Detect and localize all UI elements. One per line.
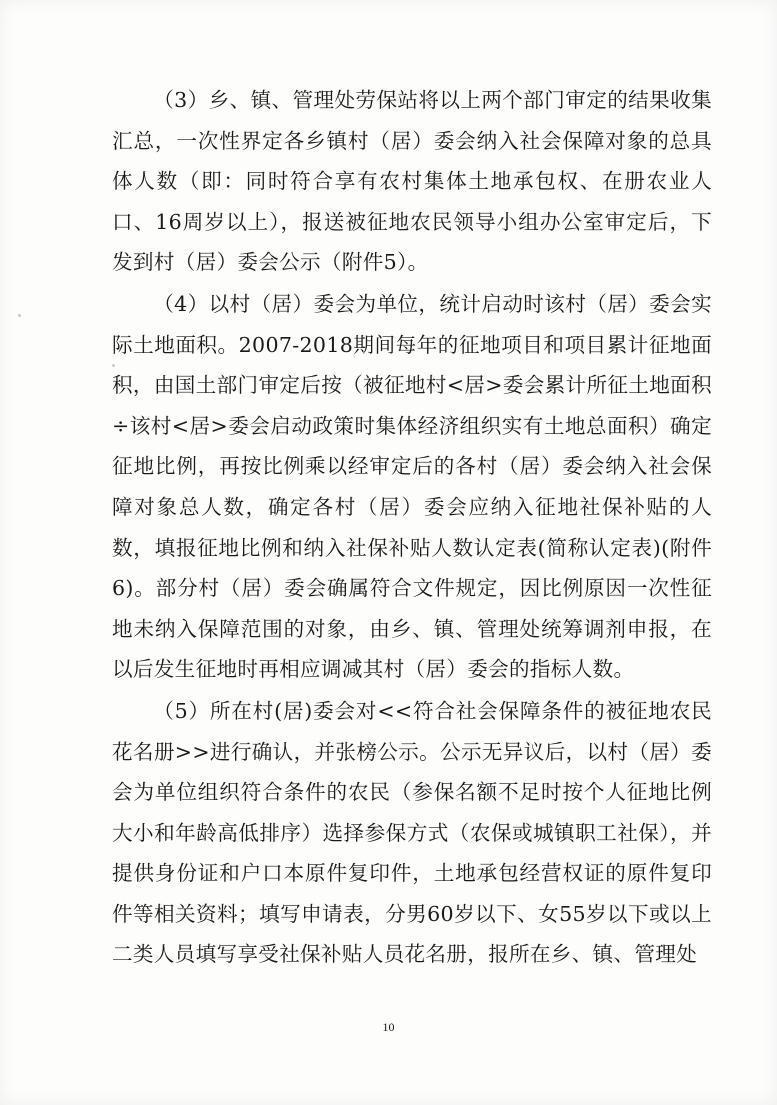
document-body [112,80,712,976]
paragraph-item-4: （4）以村（居）委会为单位，统计启动时该村（居）委会实际土地面积。2007-2018期间每年的征地项目和项目累计征地面积，由国土部门审定后按（被征地村<居>委会累计所征土地面积÷该村<居>委会启动政策时集体经济组织实有土地总面积）确定征地比例，再按比例乘以经审定后的各村（居）委会纳入社会保障对象总人数，确定各村（居）委会应纳入征地社保补贴的人数，填报征地比例和纳入社保补贴人数认定表(简称认定表)(附件6)。部分村（居）委会确属符合文件规定，因比例原因一次性征地未纳入保障范围的对象，由乡、镇、管理处统筹调剂申报，在以后发生征地时再相应调减其村（居）委会的指标人数。 [112,291,712,682]
scan-speck [112,364,115,367]
paragraph-item-5: （5）所在村(居)委会对<<符合社会保障条件的被征地农民花名册>>进行确认，并张榜公示。公示无异议后，以村（居）委会为单位组织符合条件的农民（参保名额不足时按个人征地比例大小和年龄高低排序）选择参保方式（农保或城镇职工社保），并提供身份证和户口本原件复印件，土地承包经营权证的原件复印件等相关资料；填写申请表，分男60岁以下、女55岁以下或以上二类人员填写享受社保补贴人员花名册，报所在乡、镇、管理处 [112,698,712,967]
page-number: 10 [382,1020,395,1034]
scan-speck [18,314,21,317]
paragraph-item-3: （3）乡、镇、管理处劳保站将以上两个部门审定的结果收集汇总，一次性界定各乡镇村（居）委会纳入社会保障对象的总具体人数（即：同时符合享有农村集体土地承包权、在册农业人口、16周岁以上），报送被征地农民领导小组办公室审定后，下发到村（居）委会公示（附件5）。 [112,88,712,275]
